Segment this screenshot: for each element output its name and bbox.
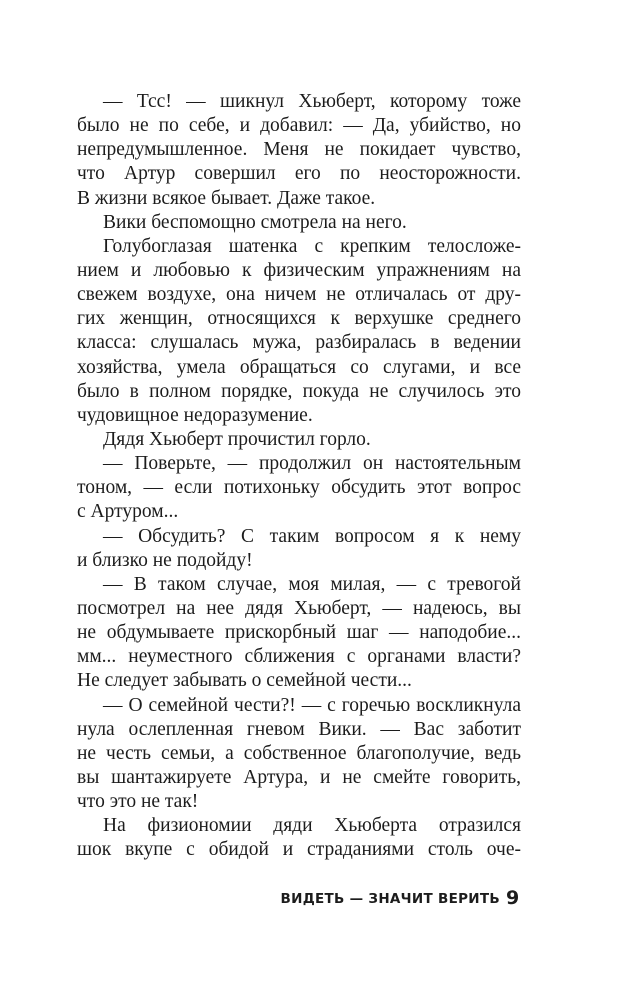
text-line: Голубоглазая шатенка с крепким телосложе- — [103, 235, 521, 257]
text-line: класса: слушалась мужа, разбиралась в ведении — [77, 332, 521, 354]
text-line: с Артуром... — [77, 501, 179, 523]
body-text — [77, 90, 521, 863]
text-line: вы шантажируете Артура, и не смейте говорить, — [77, 766, 521, 788]
text-line: было в полном порядке, покуда не случилось это — [77, 380, 521, 402]
text-line: тоном, — если потихоньку обсудить этот вопрос — [77, 477, 521, 499]
text-line: — О семейной чести?! — с горечью воскликнула — [103, 694, 521, 716]
text-line: чудовищное недоразумение. — [77, 404, 313, 426]
text-line: мм... неуместного сближения с органами власти? — [77, 646, 521, 668]
text-line: посмотрел на нее дядя Хьюберт, — надеюсь, вы — [77, 597, 521, 619]
text-line: В жизни всякое бывает. Даже такое. — [77, 187, 376, 209]
text-line: — Тсс! — шикнул Хьюберт, которому тоже — [103, 91, 521, 112]
text-line: что это не так! — [77, 791, 199, 813]
text-line: На физиономии дяди Хьюберта отразился — [103, 815, 521, 837]
text-line: хозяйства, умела обращаться со слугами, и все — [77, 356, 521, 378]
text-line: — Обсудить? С таким вопросом я к нему — [103, 525, 521, 547]
text-line: и близко не подойду! — [77, 549, 253, 571]
text-line: — Поверьте, — продолжил он настоятельным — [103, 453, 521, 475]
text-line: нула ослепленная гневом Вики. — Вас заботит — [77, 718, 521, 740]
text-line: Дядя Хьюберт прочистил горло. — [103, 428, 371, 450]
text-line: Вики беспомощно смотрела на него. — [103, 211, 407, 233]
text-line: шок вкупе с обидой и страданиями столь оче- — [77, 839, 521, 861]
page-number: 9 — [506, 887, 520, 909]
text-line: нием и любовью к физическим упражнениям на — [77, 259, 521, 281]
text-line: Не следует забывать о семейной чести... — [77, 670, 412, 692]
running-title: ВИДЕТЬ — ЗНАЧИТ ВЕРИТЬ — [280, 891, 500, 907]
text-line: не честь семьи, а собственное благополучие, ведь — [77, 742, 521, 764]
text-line: гих женщин, относящихся к верхушке среднего — [77, 308, 521, 330]
text-line: непредумышленное. Меня не покидает чувство, — [77, 139, 521, 161]
page-footer — [0, 888, 632, 912]
text-line: — В таком случае, моя милая, — с тревогой — [103, 573, 521, 595]
text-line: не обдумываете прискорбный шаг — наподобие... — [77, 622, 521, 644]
text-line: было не по себе, и добавил: — Да, убийство, но — [77, 115, 521, 137]
text-line: свежем воздухе, она ничем не отличалась от дру- — [77, 284, 521, 306]
text-line: что Артур совершил его по неосторожности. — [77, 163, 521, 185]
